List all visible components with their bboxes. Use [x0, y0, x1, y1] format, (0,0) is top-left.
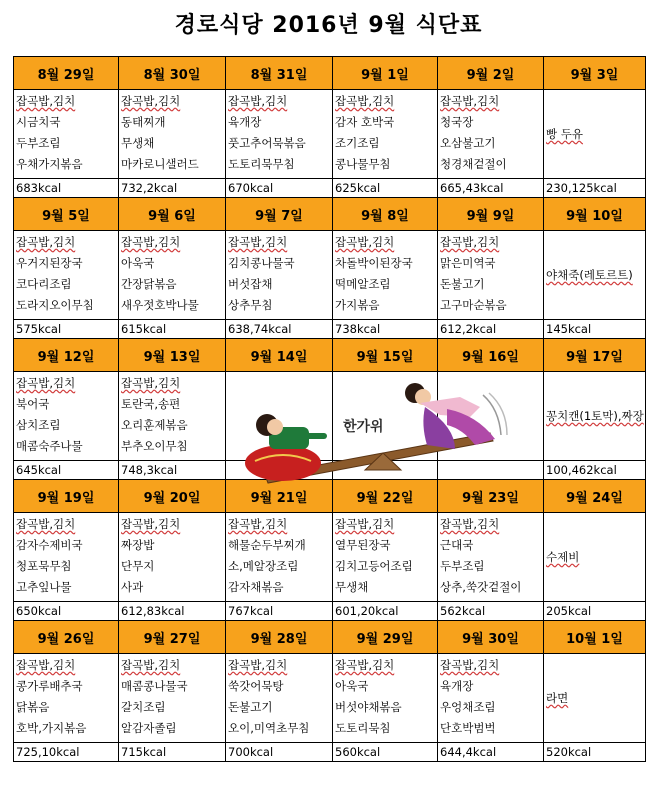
- calorie-value: 715kcal: [119, 743, 226, 762]
- date-header: 9월 30일: [438, 621, 544, 654]
- calorie-value: 560kcal: [333, 743, 438, 762]
- menu-cell: [14, 90, 119, 179]
- menu-item: 청국장: [440, 115, 474, 129]
- menu-item: 잡곡밥,김치: [228, 658, 288, 672]
- menu-item: 콩나물무침: [335, 157, 391, 171]
- menu-cell: [544, 372, 646, 461]
- calorie-value: 665,43kcal: [438, 179, 544, 198]
- menu-item: 잡곡밥,김치: [121, 517, 181, 531]
- menu-item: 간장닭볶음: [121, 277, 177, 291]
- date-header: 9월 27일: [119, 621, 226, 654]
- menu-item: 잡곡밥,김치: [228, 517, 288, 531]
- date-header-row: [14, 621, 646, 654]
- menu-cell: [544, 90, 646, 179]
- calorie-value: 700kcal: [226, 743, 333, 762]
- menu-item: 두부조림: [16, 136, 61, 150]
- menu-item: 소,메알장조림: [228, 559, 299, 573]
- menu-item: 짜장밥: [121, 538, 155, 552]
- menu-item: 꽁치캔(1토막),짜장: [546, 409, 644, 423]
- menu-item: 쑥갓어묵탕: [228, 679, 284, 693]
- menu-item: 갈치조림: [121, 700, 166, 714]
- menu-item: 도라지오이무침: [16, 298, 94, 312]
- menu-cell: [119, 90, 226, 179]
- calorie-value: 562kcal: [438, 602, 544, 621]
- calorie-value: 601,20kcal: [333, 602, 438, 621]
- menu-item: 야채죽(레토르트): [546, 268, 633, 282]
- menu-cell: [14, 513, 119, 602]
- date-header: 9월 29일: [333, 621, 438, 654]
- date-header: 9월 8일: [333, 198, 438, 231]
- menu-item: 잡곡밥,김치: [440, 235, 500, 249]
- menu-item: 차돌박이된장국: [335, 256, 413, 270]
- menu-item: 고구마순볶음: [440, 298, 507, 312]
- menu-item: 감자 호박국: [335, 115, 395, 129]
- sitting-figure: [245, 414, 327, 481]
- calorie-row: [14, 179, 646, 198]
- calorie-value: 520kcal: [544, 743, 646, 762]
- menu-item: 열무된장국: [335, 538, 391, 552]
- menu-item: 동태찌개: [121, 115, 166, 129]
- menu-item: 돈불고기: [440, 277, 485, 291]
- menu-item: 잡곡밥,김치: [228, 235, 288, 249]
- date-header: 8월 29일: [14, 57, 119, 90]
- menu-row: [14, 654, 646, 743]
- menu-item: 가지볶음: [335, 298, 380, 312]
- holiday-label: 한가위: [343, 419, 384, 435]
- menu-item: 새우젓호박나물: [121, 298, 199, 312]
- calorie-value: 732,2kcal: [119, 179, 226, 198]
- menu-item: 부추오이무침: [121, 439, 188, 453]
- date-header: 9월 3일: [544, 57, 646, 90]
- menu-cell: [226, 90, 333, 179]
- menu-row: [14, 90, 646, 179]
- menu-item: 무생채: [121, 136, 155, 150]
- date-header-row: [14, 198, 646, 231]
- menu-item: 매콤콩나물국: [121, 679, 188, 693]
- menu-item: 근대국: [440, 538, 474, 552]
- calorie-value: 612,83kcal: [119, 602, 226, 621]
- menu-item: 풋고추어묵볶음: [228, 136, 306, 150]
- menu-cell: [14, 654, 119, 743]
- menu-cell: [333, 513, 438, 602]
- menu-item: 알감자졸림: [121, 721, 177, 735]
- menu-cell: [119, 513, 226, 602]
- menu-item: 육개장: [440, 679, 474, 693]
- menu-item: 잡곡밥,김치: [440, 517, 500, 531]
- date-header: 9월 16일: [438, 339, 544, 372]
- menu-item: 아욱국: [335, 679, 369, 693]
- menu-item: 잡곡밥,김치: [335, 235, 395, 249]
- date-header: 9월 5일: [14, 198, 119, 231]
- menu-item: 잡곡밥,김치: [335, 94, 395, 108]
- menu-item: 우채가지볶음: [16, 157, 83, 171]
- calorie-value: 683kcal: [14, 179, 119, 198]
- date-header: 9월 9일: [438, 198, 544, 231]
- calorie-row: [14, 602, 646, 621]
- date-header: 9월 17일: [544, 339, 646, 372]
- date-header: 9월 7일: [226, 198, 333, 231]
- menu-cell: [438, 654, 544, 743]
- calorie-value: 575kcal: [14, 320, 119, 339]
- calorie-value: 625kcal: [333, 179, 438, 198]
- menu-item: 잡곡밥,김치: [335, 658, 395, 672]
- menu-item: 단무지: [121, 559, 155, 573]
- date-header-row: [14, 339, 646, 372]
- menu-cell: [438, 231, 544, 320]
- date-header: 9월 28일: [226, 621, 333, 654]
- menu-item: 맑은미역국: [440, 256, 496, 270]
- menu-item: 상추무침: [228, 298, 273, 312]
- menu-cell: [333, 90, 438, 179]
- menu-item: 삼치조림: [16, 418, 61, 432]
- menu-item: 두부조림: [440, 559, 485, 573]
- menu-item: 라면: [546, 691, 569, 705]
- calorie-value: 748,3kcal: [119, 461, 226, 480]
- calorie-value: 230,125kcal: [544, 179, 646, 198]
- menu-item: 단호박범벅: [440, 721, 496, 735]
- calorie-value: 645kcal: [14, 461, 119, 480]
- menu-item: 청포묵무침: [16, 559, 72, 573]
- date-header: 9월 14일: [226, 339, 333, 372]
- menu-item: 토란국,송편: [121, 397, 181, 411]
- menu-item: 조기조림: [335, 136, 380, 150]
- calorie-value: 738kcal: [333, 320, 438, 339]
- date-header: 9월 26일: [14, 621, 119, 654]
- chuseok-illustration: [225, 375, 530, 490]
- calorie-value: 145kcal: [544, 320, 646, 339]
- menu-cell: [14, 372, 119, 461]
- date-header: 8월 30일: [119, 57, 226, 90]
- calorie-value: 638,74kcal: [226, 320, 333, 339]
- menu-item: 감자수제비국: [16, 538, 83, 552]
- menu-item: 고추잎나물: [16, 580, 72, 594]
- menu-item: 닭볶음: [16, 700, 50, 714]
- menu-item: 버섯야채볶음: [335, 700, 402, 714]
- menu-item: 오리훈제볶음: [121, 418, 188, 432]
- page-title: 경로식당 2016년 9월 식단표: [174, 13, 483, 38]
- menu-item: 시금치국: [16, 115, 61, 129]
- menu-item: 북어국: [16, 397, 50, 411]
- date-header: 9월 13일: [119, 339, 226, 372]
- date-header: 9월 19일: [14, 480, 119, 513]
- menu-item: 잡곡밥,김치: [16, 94, 76, 108]
- menu-item: 오삼불고기: [440, 136, 496, 150]
- menu-cell: [226, 513, 333, 602]
- date-header: 9월 6일: [119, 198, 226, 231]
- menu-item: 콩가루배추국: [16, 679, 83, 693]
- menu-item: 잡곡밥,김치: [440, 94, 500, 108]
- date-header: 8월 31일: [226, 57, 333, 90]
- menu-item: 사과: [121, 580, 144, 594]
- menu-cell: [438, 90, 544, 179]
- menu-item: 잡곡밥,김치: [16, 658, 76, 672]
- menu-cell: [438, 513, 544, 602]
- date-header: 9월 23일: [438, 480, 544, 513]
- date-header: 9월 2일: [438, 57, 544, 90]
- menu-item: 코다리조림: [16, 277, 72, 291]
- menu-cell: [333, 231, 438, 320]
- menu-item: 해물순두부찌개: [228, 538, 306, 552]
- menu-item: 우엉채조림: [440, 700, 496, 714]
- date-header: 9월 24일: [544, 480, 646, 513]
- menu-cell: [544, 513, 646, 602]
- menu-item: 우거지된장국: [16, 256, 83, 270]
- menu-cell: [333, 654, 438, 743]
- calorie-value: 615kcal: [119, 320, 226, 339]
- menu-item: 잡곡밥,김치: [440, 658, 500, 672]
- date-header: 9월 22일: [333, 480, 438, 513]
- menu-item: 잡곡밥,김치: [228, 94, 288, 108]
- menu-cell: [14, 231, 119, 320]
- menu-item: 감자채볶음: [228, 580, 284, 594]
- menu-item: 육개장: [228, 115, 262, 129]
- calorie-value: 725,10kcal: [14, 743, 119, 762]
- menu-cell: [226, 231, 333, 320]
- calorie-value: 100,462kcal: [544, 461, 646, 480]
- menu-item: 상추,쑥갓겉절이: [440, 580, 522, 594]
- date-header: 9월 1일: [333, 57, 438, 90]
- menu-item: 잡곡밥,김치: [121, 235, 181, 249]
- menu-item: 잡곡밥,김치: [16, 517, 76, 531]
- menu-item: 잡곡밥,김치: [335, 517, 395, 531]
- menu-cell: [119, 372, 226, 461]
- menu-item: 버섯잡채: [228, 277, 273, 291]
- menu-item: 아욱국: [121, 256, 155, 270]
- date-header: 9월 10일: [544, 198, 646, 231]
- calorie-value: 650kcal: [14, 602, 119, 621]
- menu-item: 김치콩나물국: [228, 256, 295, 270]
- menu-item: 매콤숙주나물: [16, 439, 83, 453]
- menu-item: 잡곡밥,김치: [121, 94, 181, 108]
- menu-item: 잡곡밥,김치: [121, 376, 181, 390]
- calorie-value: 612,2kcal: [438, 320, 544, 339]
- menu-item: 김치고등어조림: [335, 559, 413, 573]
- calorie-value: 670kcal: [226, 179, 333, 198]
- menu-item: 마카로니샐러드: [121, 157, 199, 171]
- calorie-row: [14, 743, 646, 762]
- menu-cell: [119, 654, 226, 743]
- menu-row: [14, 231, 646, 320]
- menu-item: 돈불고기: [228, 700, 273, 714]
- date-header: 9월 15일: [333, 339, 438, 372]
- menu-item: 무생채: [335, 580, 369, 594]
- date-header: 9월 20일: [119, 480, 226, 513]
- calorie-value: 205kcal: [544, 602, 646, 621]
- menu-item: 도토리묵무침: [228, 157, 295, 171]
- menu-row: [14, 513, 646, 602]
- menu-cell: [226, 654, 333, 743]
- menu-item: 도토리묵침: [335, 721, 391, 735]
- calorie-value: 644,4kcal: [438, 743, 544, 762]
- menu-item: 호박,가지볶음: [16, 721, 87, 735]
- menu-cell: [544, 654, 646, 743]
- menu-cell: [119, 231, 226, 320]
- calorie-row: [14, 320, 646, 339]
- menu-item: 청경채겉절이: [440, 157, 507, 171]
- calorie-value: 767kcal: [226, 602, 333, 621]
- date-header-row: [14, 57, 646, 90]
- date-header: 10월 1일: [544, 621, 646, 654]
- menu-item: 잡곡밥,김치: [121, 658, 181, 672]
- date-header: 9월 12일: [14, 339, 119, 372]
- menu-item: 떡메알조림: [335, 277, 391, 291]
- menu-item: 오이,미역초무침: [228, 721, 310, 735]
- menu-item: 수제비: [546, 550, 580, 564]
- date-header: 9월 21일: [226, 480, 333, 513]
- menu-item: 잡곡밥,김치: [16, 235, 76, 249]
- menu-item: 잡곡밥,김치: [16, 376, 76, 390]
- menu-cell: [544, 231, 646, 320]
- menu-item: 빵 두유: [546, 127, 583, 141]
